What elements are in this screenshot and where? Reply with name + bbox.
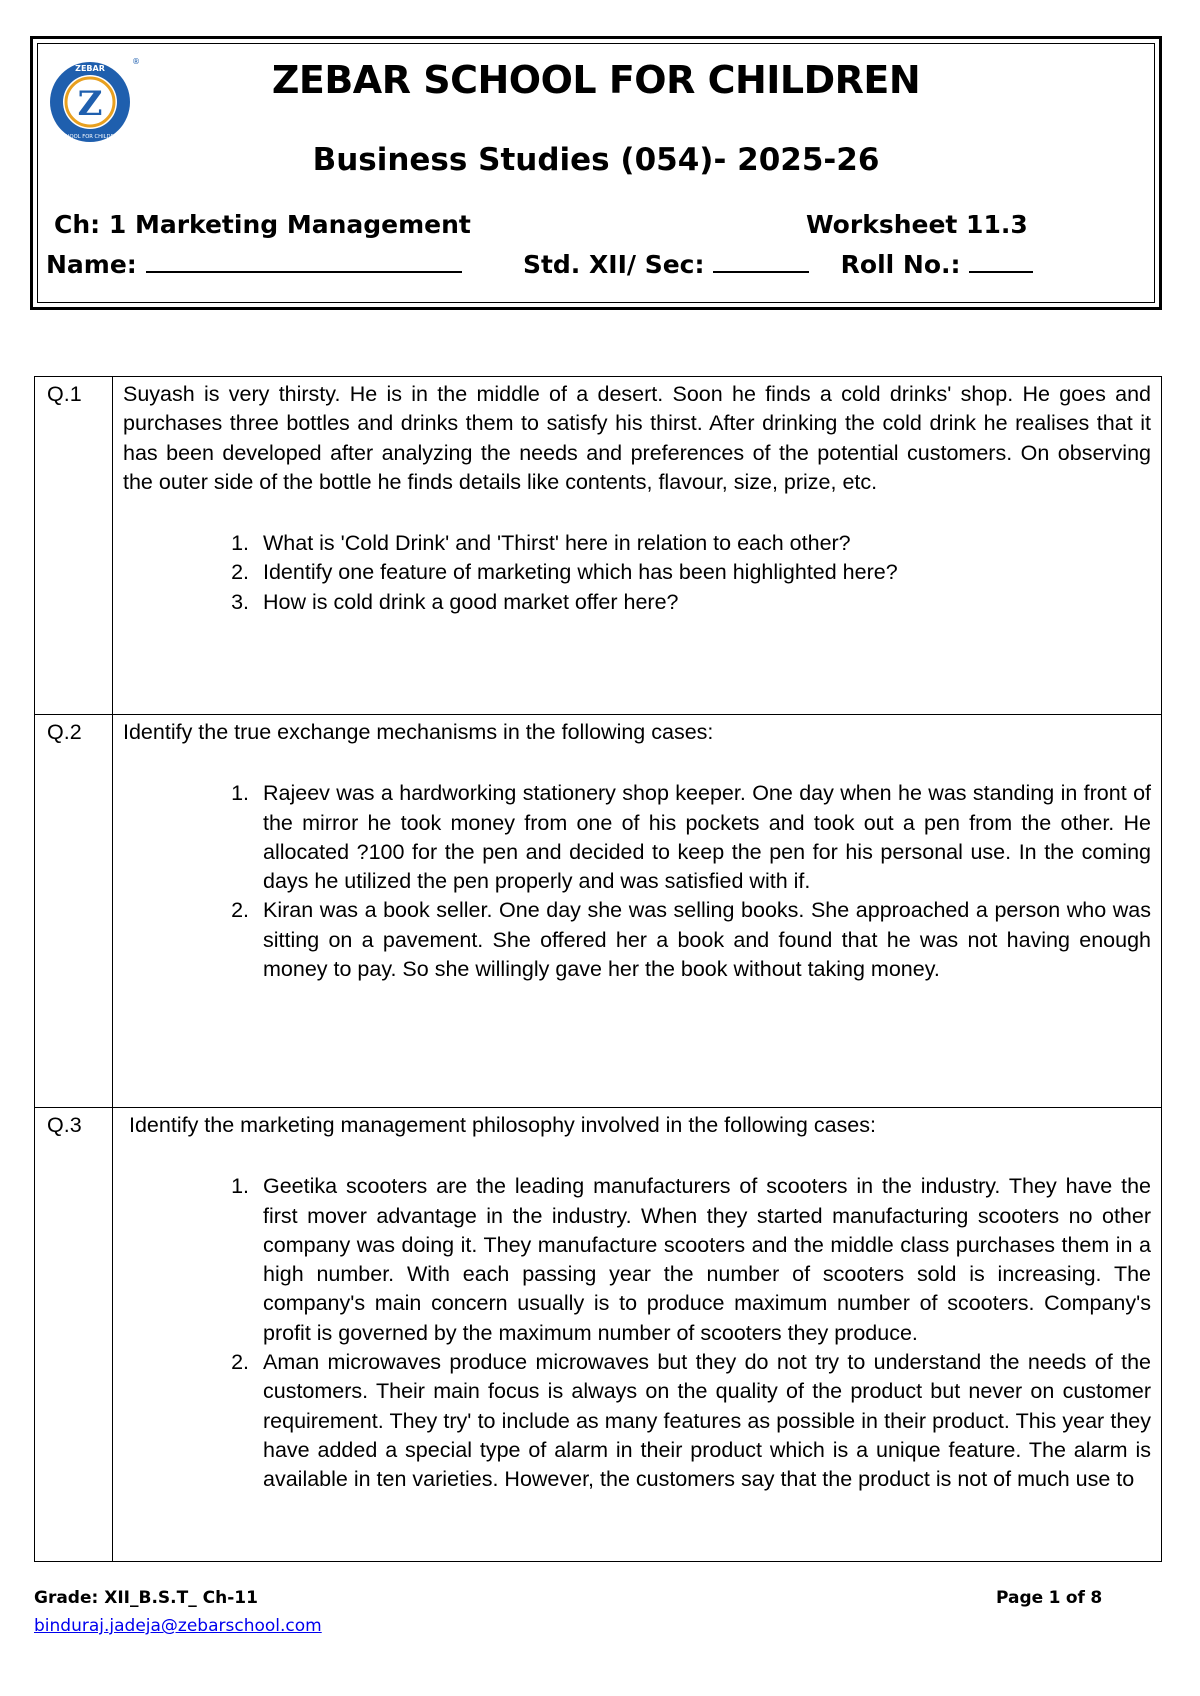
page-of: of bbox=[1065, 1588, 1085, 1608]
name-blank bbox=[146, 251, 462, 273]
questions-table bbox=[34, 376, 1162, 1562]
logo-registered-mark: ® bbox=[132, 57, 140, 66]
logo-bottom-text: SCHOOL FOR CHILDREN bbox=[58, 134, 122, 140]
sub-question: 2. Aman microwaves produce microwaves but they do not try to understand the needs of the customers. Their main focus is always on the quality of the product but never on customer requirement. They try' to include as many features as possible in their product. This year they have added a special type of alarm in their product which is a unique feature. The alarm is available in ten varieties. However, the customers say that the product is not of much use to bbox=[255, 1348, 1151, 1494]
question-row bbox=[35, 715, 1162, 1108]
sub-question: 1. Rajeev was a hardworking stationery shop keeper. One day when he was standing in front of the mirror he took money from one of his pockets and took out a pen from the other. He allocated ?100 for the pen and decided to keep the pen for his personal use. In the coming days he utilized the pen properly and was satisfied with if. bbox=[255, 779, 1151, 896]
logo-z-glyph: Z bbox=[77, 84, 103, 124]
question-body bbox=[113, 377, 1162, 715]
sub-question: 1. Geetika scooters are the leading manufacturers of scooters in the industry. They have the first mover advantage in the industry. When they started manufacturing scooters no other company was doing it. They manufacture scooters and the middle class purchases them in a high number. With each passing year the number of scooters sold is increasing. The company's main concern usually is to produce maximum number of scooters. Company's profit is governed by the maximum number of scooters they produce. bbox=[255, 1172, 1151, 1348]
std-sec-label: Std. XII/ Sec: bbox=[522, 250, 705, 279]
page-word: Page bbox=[996, 1588, 1044, 1608]
question-text: Identify the true exchange mechanisms in the following cases: bbox=[123, 720, 714, 744]
sub-question-list bbox=[123, 779, 1151, 984]
chapter-title: Ch: 1 Marketing Management bbox=[54, 210, 471, 239]
question-body-clip bbox=[123, 1111, 1151, 1554]
subject-title: Business Studies (054)- 2025-26 bbox=[312, 142, 880, 178]
name-label: Name: bbox=[46, 250, 137, 279]
section-blank bbox=[713, 251, 809, 273]
student-details-row bbox=[46, 250, 1033, 279]
sub-question-list bbox=[123, 529, 1151, 617]
question-body bbox=[113, 715, 1162, 1108]
question-body bbox=[113, 1108, 1162, 1562]
sub-question: 1. What is 'Cold Drink' and 'Thirst' here in relation to each other? bbox=[255, 529, 1151, 558]
sub-question: 2. Identify one feature of marketing which has been highlighted here? bbox=[255, 558, 1151, 587]
page-total: 8 bbox=[1090, 1588, 1103, 1608]
question-text: Identify the marketing management philosophy involved in the following cases: bbox=[129, 1113, 876, 1137]
header-box bbox=[30, 36, 1162, 310]
question-row bbox=[35, 377, 1162, 715]
roll-no-label: Roll No.: bbox=[840, 250, 961, 279]
question-number: Q.3 bbox=[35, 1108, 113, 1562]
contact-email-link[interactable]: binduraj.jadeja@zebarschool.com bbox=[34, 1616, 322, 1636]
roll-no-blank bbox=[969, 251, 1033, 273]
sub-question-list bbox=[123, 1172, 1151, 1494]
question-text: Suyash is very thirsty. He is in the middle of a desert. Soon he finds a cold drinks' shop. He goes and purchases three bottles and drinks them to satisfy his thirst. After drinking the cold drink he realises that it has been developed after analyzing the needs and preferences of the potential customers. On observing the outer side of the bottle he finds details like contents, flavour, size, prize, etc. bbox=[123, 382, 1151, 494]
page-current: 1 bbox=[1048, 1588, 1061, 1608]
page-indicator bbox=[996, 1588, 1102, 1608]
sub-question: 3. How is cold drink a good market offer here? bbox=[255, 588, 1151, 617]
question-number: Q.2 bbox=[35, 715, 113, 1108]
header-inner-border bbox=[37, 43, 1155, 303]
question-number: Q.1 bbox=[35, 377, 113, 715]
question-row bbox=[35, 1108, 1162, 1562]
school-name: ZEBAR SCHOOL FOR CHILDREN bbox=[271, 58, 921, 102]
worksheet-number: Worksheet 11.3 bbox=[806, 210, 1028, 239]
logo-top-text: ZEBAR bbox=[75, 64, 105, 73]
footer-grade: Grade: XII_B.S.T_ Ch-11 bbox=[34, 1588, 258, 1608]
sub-question: 2. Kiran was a book seller. One day she was selling books. She approached a person who was sitting on a pavement. She offered her a book and found that he was not having enough money to pay. So she willingly gave her the book without taking money. bbox=[255, 896, 1151, 984]
